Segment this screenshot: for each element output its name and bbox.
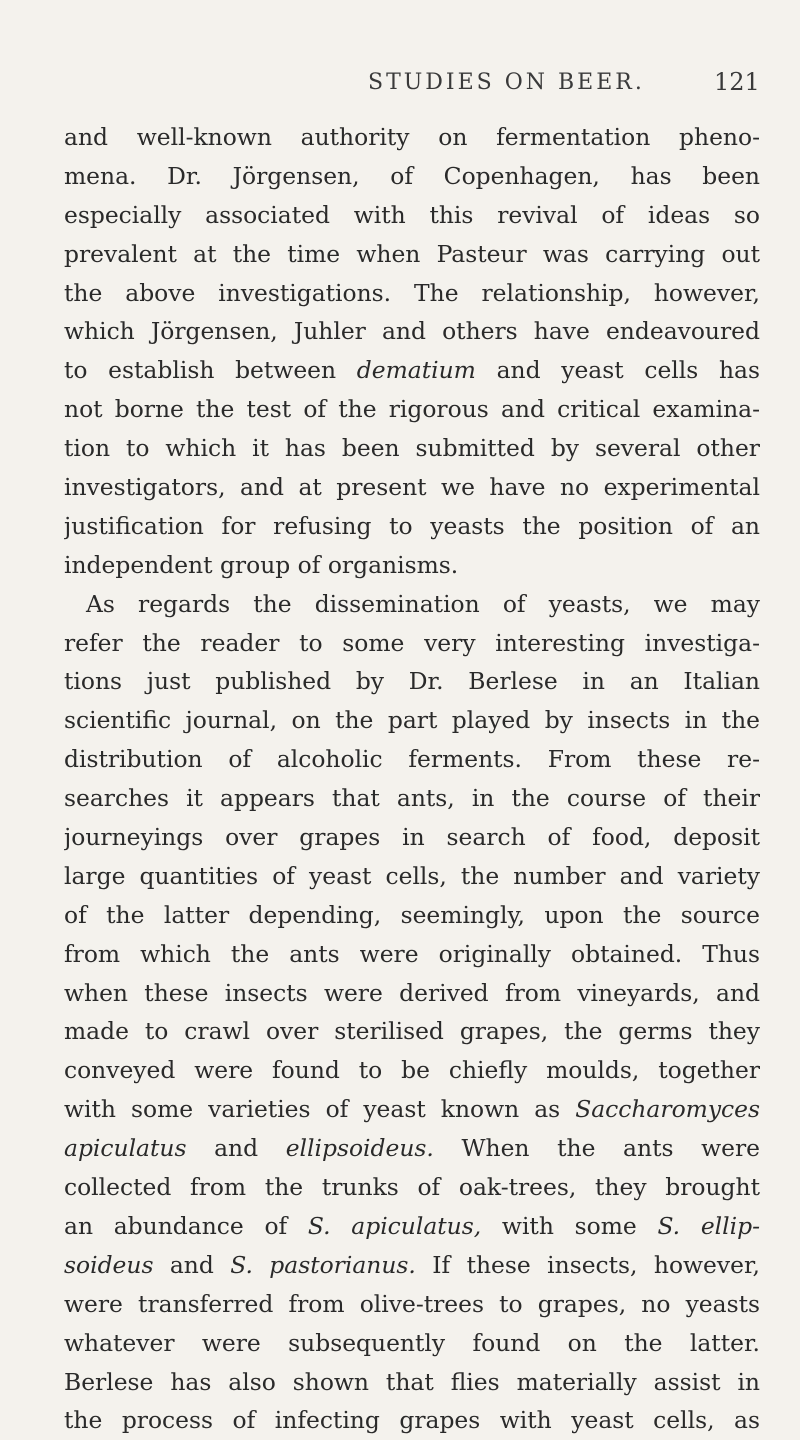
italic-text: ellipsoideus.	[285, 1134, 434, 1163]
text-line	[64, 857, 760, 896]
italic-text: S. ellip-	[657, 1211, 760, 1240]
text-segment: were transferred from olive-trees to grapes, no yeasts	[64, 1289, 760, 1318]
text-line	[64, 1090, 760, 1129]
text-line	[64, 779, 760, 818]
text-segment: and well-known authority on fermentation pheno-	[64, 123, 760, 151]
text-line	[64, 118, 760, 157]
text-line	[64, 585, 760, 624]
text-segment: mena. Dr. Jörgensen, of Copenhagen, has been	[64, 161, 760, 190]
text-line	[64, 974, 760, 1013]
text-segment: an abundance of	[64, 1211, 308, 1240]
text-segment: prevalent at the time when Pasteur was carrying out	[64, 239, 760, 268]
text-line	[64, 1246, 760, 1285]
page-header	[0, 64, 800, 104]
text-line	[64, 312, 760, 351]
italic-text: dematium	[356, 356, 476, 385]
text-segment: the above investigations. The relationship, however,	[64, 278, 760, 307]
italic-text: apiculatus	[64, 1134, 187, 1163]
text-line	[64, 818, 760, 857]
text-segment: made to crawl over sterilised grapes, the germs they	[64, 1017, 760, 1046]
italic-text: S. pastorianus.	[230, 1250, 416, 1279]
text-line	[64, 507, 760, 546]
text-segment: from which the ants were originally obtained. Thus	[64, 939, 760, 968]
text-line	[64, 468, 760, 507]
text-segment: justification for refusing to yeasts the position of an	[64, 511, 760, 540]
text-line	[64, 390, 760, 429]
text-segment: with some varieties of yeast known as	[64, 1095, 576, 1124]
text-segment: large quantities of yeast cells, the number and variety	[64, 861, 760, 890]
text-segment: when these insects were derived from vineyards, and	[64, 978, 760, 1007]
text-segment: the process of infecting grapes with yeast cells, as	[64, 1406, 760, 1435]
text-segment: whatever were subsequently found on the latter.	[64, 1328, 760, 1357]
text-line	[64, 196, 760, 235]
text-segment: As regards the dissemination of yeasts, we may	[86, 589, 760, 618]
text-segment: If these insects, however,	[415, 1250, 760, 1279]
text-line	[64, 1324, 760, 1363]
text-segment: collected from the trunks of oak-trees, they brought	[64, 1173, 760, 1202]
text-segment: especially associated with this revival of ideas so	[64, 200, 760, 229]
text-segment: tions just published by Dr. Berlese in an Italian	[64, 667, 760, 696]
italic-text: soideus	[64, 1250, 154, 1279]
text-line	[64, 1363, 760, 1402]
text-line	[64, 274, 760, 313]
text-line	[64, 701, 760, 740]
text-segment: distribution of alcoholic ferments. From these re-	[64, 745, 760, 774]
text-line	[64, 157, 760, 196]
text-segment: of the latter depending, seemingly, upon the source	[64, 900, 760, 929]
text-line	[64, 1129, 760, 1168]
text-line	[64, 935, 760, 974]
text-line	[64, 1051, 760, 1090]
text-line	[64, 546, 760, 585]
italic-text: S. apiculatus,	[307, 1211, 482, 1240]
text-segment: searches it appears that ants, in the course of their	[64, 784, 760, 813]
text-line	[64, 429, 760, 468]
text-segment: which Jörgensen, Juhler and others have endeavoured	[64, 317, 760, 346]
text-line	[64, 1401, 760, 1440]
text-line	[64, 740, 760, 779]
text-segment: to establish between	[64, 356, 357, 385]
text-segment: scientific journal, on the part played by insects in the	[64, 706, 760, 735]
text-segment: tion to which it has been submitted by several other	[64, 434, 760, 463]
text-line	[64, 351, 760, 390]
text-line	[64, 1168, 760, 1207]
text-line	[64, 896, 760, 935]
text-segment: not borne the test of the rigorous and critical examina-	[64, 395, 760, 424]
text-line	[64, 235, 760, 274]
text-segment: Berlese has also shown that flies materially assist in	[64, 1367, 760, 1396]
body-text	[64, 118, 760, 1440]
text-line	[64, 662, 760, 701]
text-segment: conveyed were found to be chiefly moulds, together	[64, 1056, 760, 1085]
text-segment: refer the reader to some very interesting investiga-	[64, 628, 760, 657]
text-segment: When the ants were	[433, 1134, 760, 1163]
text-segment: journeyings over grapes in search of food, deposit	[64, 823, 760, 852]
italic-text: Saccharomyces	[575, 1095, 760, 1124]
text-segment: investigators, and at present we have no experimental	[64, 473, 760, 502]
text-segment: and	[153, 1250, 231, 1279]
text-segment: and yeast cells has	[475, 356, 760, 385]
text-segment: and	[186, 1134, 286, 1163]
page-number: 121	[714, 68, 760, 96]
text-segment: independent group of organisms.	[64, 550, 459, 579]
running-head: STUDIES ON BEER.	[368, 70, 645, 95]
text-line	[64, 1285, 760, 1324]
text-line	[64, 1207, 760, 1246]
text-line	[64, 1012, 760, 1051]
text-segment: with some	[481, 1211, 658, 1240]
text-line	[64, 624, 760, 663]
